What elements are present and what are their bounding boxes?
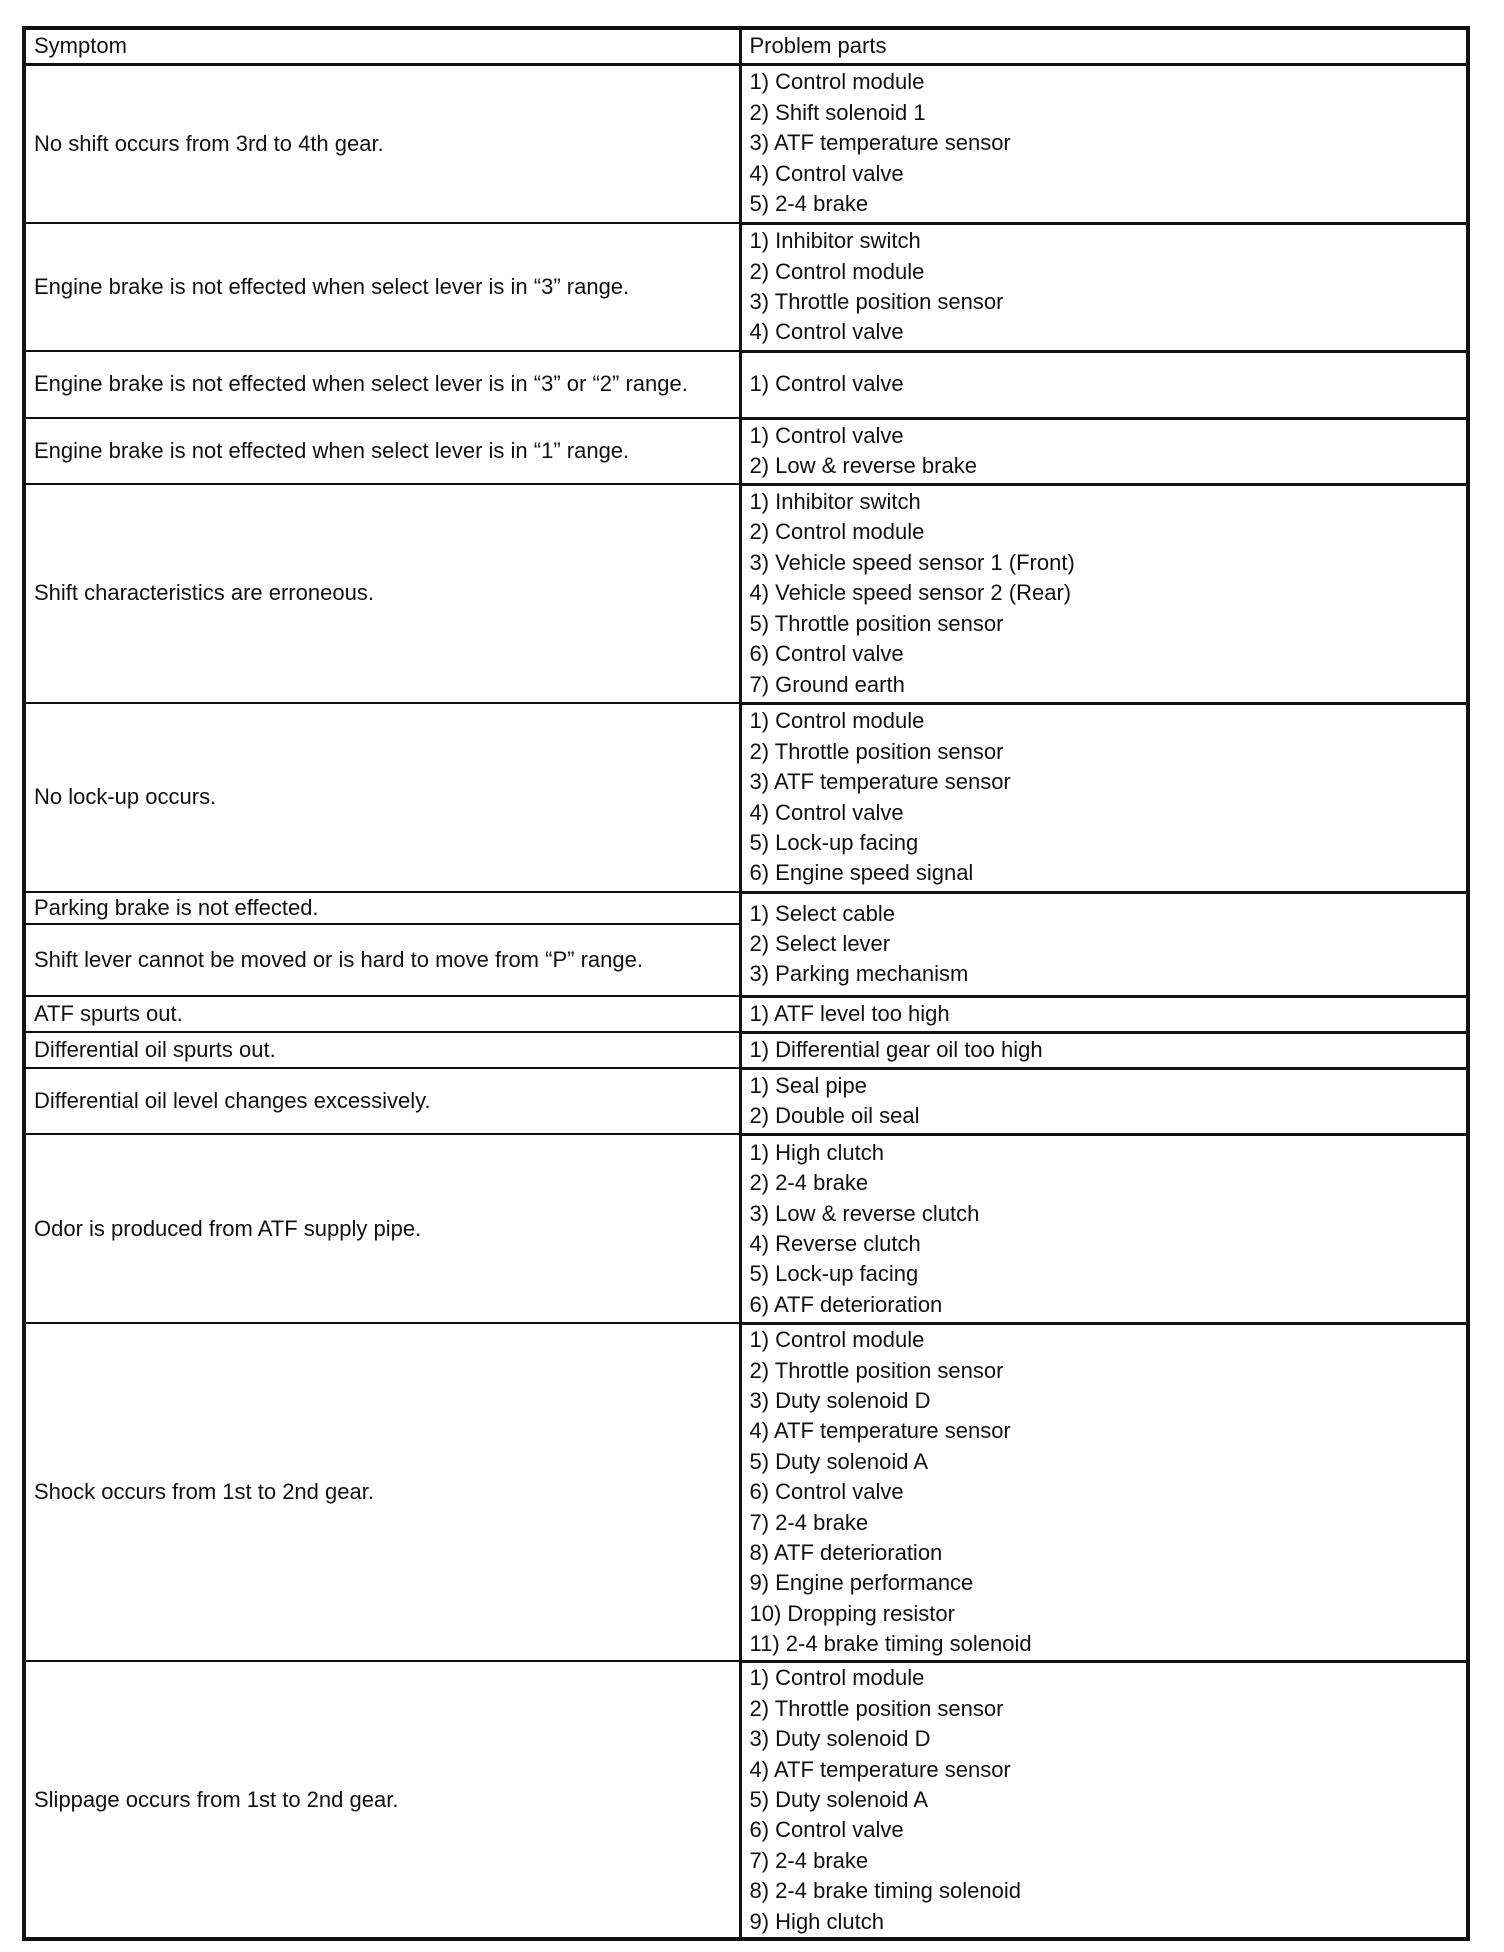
problem-part-item: 11) 2-4 brake timing solenoid	[749, 1631, 1032, 1657]
symptom-cell	[24, 996, 740, 1032]
symptom-cell	[24, 703, 740, 892]
problem-parts-cell	[740, 996, 1468, 1032]
symptom-cell	[24, 351, 740, 418]
problem-parts-cell	[740, 1134, 1468, 1323]
symptom-cell	[24, 484, 740, 703]
table-row	[24, 1068, 1468, 1134]
problem-part-item: 5) 2-4 brake	[749, 191, 869, 217]
problem-part-item: 4) Control valve	[749, 160, 904, 186]
table-row	[24, 892, 1468, 924]
problem-part-item: 3) Duty solenoid D	[749, 1726, 931, 1752]
table-row	[24, 484, 1468, 703]
problem-parts-cell	[740, 1661, 1468, 1939]
problem-part-item: 2) Control module	[749, 519, 925, 545]
problem-part-item: 6) Control valve	[749, 641, 904, 667]
problem-part-item: 3) Throttle position sensor	[749, 289, 1004, 314]
symptom-text: Odor is produced from ATF supply pipe.	[34, 1215, 422, 1241]
symptom-cell	[24, 1134, 740, 1323]
problem-parts-cell	[740, 351, 1468, 418]
problem-parts-cell	[740, 418, 1468, 484]
symptom-cell	[24, 1032, 740, 1068]
symptom-cell	[24, 418, 740, 484]
symptom-text: ATF spurts out.	[34, 1001, 183, 1027]
problem-parts-cell	[740, 892, 1468, 996]
problem-part-item: 3) Duty solenoid D	[749, 1387, 931, 1413]
symptom-text: Shift lever cannot be moved or is hard to move from “P” range.	[34, 947, 643, 973]
problem-part-item: 7) 2-4 brake	[749, 1509, 869, 1535]
table-body	[24, 28, 1468, 1939]
symptom-text: No shift occurs from 3rd to 4th gear.	[34, 130, 384, 156]
problem-part-item: 1) Control valve	[749, 422, 904, 448]
problem-part-item: 5) Lock-up facing	[749, 829, 919, 855]
problem-part-item: 8) ATF deterioration	[749, 1540, 943, 1566]
problem-part-item: 1) Control module	[749, 1665, 925, 1691]
symptom-cell	[24, 64, 740, 223]
symptom-text: Engine brake is not effected when select lever is in “1” range.	[34, 437, 630, 463]
symptom-text: Engine brake is not effected when select lever is in “3” or “2” range.	[34, 371, 688, 397]
problem-part-item: 4) Reverse clutch	[749, 1230, 921, 1256]
symptom-cell	[24, 924, 740, 996]
table-row	[24, 418, 1468, 484]
table-row	[24, 64, 1468, 223]
problem-part-item: 2) Select lever	[749, 931, 891, 956]
problem-part-item: 2) Control module	[749, 258, 925, 284]
symptom-text: Parking brake is not effected.	[34, 895, 319, 920]
problem-part-item: 1) Control module	[749, 1327, 925, 1353]
problem-part-item: 2) Double oil seal	[749, 1103, 920, 1129]
problem-part-item: 1) Inhibitor switch	[749, 489, 921, 515]
table-row	[24, 1134, 1468, 1323]
table-row	[24, 996, 1468, 1032]
table-row	[24, 1661, 1468, 1939]
problem-part-item: 5) Lock-up facing	[749, 1261, 919, 1287]
symptom-cell	[24, 892, 740, 924]
symptom-text: Shock occurs from 1st to 2nd gear.	[34, 1479, 374, 1505]
header-problem-parts: Problem parts	[740, 28, 1468, 64]
problem-part-item: 4) ATF temperature sensor	[749, 1756, 1011, 1782]
table-row	[24, 351, 1468, 418]
problem-part-item: 1) Seal pipe	[749, 1073, 867, 1098]
problem-part-item: 9) High clutch	[749, 1908, 885, 1934]
problem-part-item: 1) Select cable	[749, 900, 896, 926]
symptom-cell	[24, 1068, 740, 1134]
problem-part-item: 1) Control valve	[749, 371, 904, 397]
problem-parts-cell	[740, 64, 1468, 223]
problem-parts-cell	[740, 1032, 1468, 1068]
table-row	[24, 223, 1468, 351]
symptom-cell	[24, 223, 740, 351]
problem-part-item: 3) Low & reverse clutch	[749, 1200, 980, 1226]
symptom-text: Engine brake is not effected when select lever is in “3” range.	[34, 273, 630, 299]
problem-part-item: 3) Vehicle speed sensor 1 (Front)	[749, 549, 1075, 575]
problem-part-item: 2) 2-4 brake	[749, 1170, 869, 1196]
table-row	[24, 1323, 1468, 1661]
problem-part-item: 10) Dropping resistor	[749, 1600, 955, 1626]
problem-part-item: 8) 2-4 brake timing solenoid	[749, 1878, 1021, 1904]
problem-parts-cell	[740, 1068, 1468, 1134]
problem-part-item: 2) Low & reverse brake	[749, 453, 977, 478]
problem-parts-cell	[740, 484, 1468, 703]
symptom-text: Differential oil level changes excessively.	[34, 1088, 431, 1114]
problem-part-item: 3) Parking mechanism	[749, 961, 969, 987]
problem-part-item: 7) 2-4 brake	[749, 1847, 869, 1873]
problem-part-item: 5) Duty solenoid A	[749, 1786, 929, 1812]
header-row	[24, 28, 1468, 64]
problem-part-item: 5) Throttle position sensor	[749, 610, 1004, 636]
troubleshooting-table	[22, 26, 1470, 1941]
problem-part-item: 6) Engine speed signal	[749, 860, 974, 886]
symptom-text: No lock-up occurs.	[34, 784, 217, 810]
problem-part-item: 2) Throttle position sensor	[749, 738, 1004, 764]
problem-part-item: 1) Differential gear oil too high	[749, 1037, 1043, 1063]
problem-part-item: 1) Inhibitor switch	[749, 228, 921, 254]
problem-part-item: 7) Ground earth	[749, 671, 905, 697]
symptom-text: Differential oil spurts out.	[34, 1037, 276, 1063]
problem-part-item: 1) High clutch	[749, 1139, 885, 1165]
problem-parts-cell	[740, 703, 1468, 892]
problem-part-item: 2) Shift solenoid 1	[749, 99, 926, 125]
symptom-text: Slippage occurs from 1st to 2nd gear.	[34, 1786, 399, 1812]
problem-part-item: 2) Throttle position sensor	[749, 1695, 1004, 1721]
table-row	[24, 703, 1468, 892]
problem-part-item: 5) Duty solenoid A	[749, 1448, 929, 1474]
symptom-cell	[24, 1323, 740, 1661]
problem-part-item: 6) ATF deterioration	[749, 1291, 943, 1317]
problem-part-item: 4) Control valve	[749, 319, 904, 345]
problem-part-item: 1) Control module	[749, 708, 925, 734]
table-row	[24, 1032, 1468, 1068]
symptom-cell	[24, 1661, 740, 1939]
problem-part-item: 3) ATF temperature sensor	[749, 130, 1011, 156]
problem-part-item: 2) Throttle position sensor	[749, 1357, 1004, 1383]
header-symptom: Symptom	[24, 28, 740, 64]
problem-parts-cell	[740, 223, 1468, 351]
problem-part-item: 4) Control valve	[749, 799, 904, 825]
problem-part-item: 6) Control valve	[749, 1479, 904, 1505]
problem-parts-cell	[740, 1323, 1468, 1661]
problem-part-item: 3) ATF temperature sensor	[749, 769, 1011, 795]
symptom-text: Shift characteristics are erroneous.	[34, 580, 374, 606]
problem-part-item: 1) Control module	[749, 69, 925, 95]
problem-part-item: 1) ATF level too high	[749, 1001, 950, 1027]
problem-part-item: 4) ATF temperature sensor	[749, 1418, 1011, 1444]
problem-part-item: 4) Vehicle speed sensor 2 (Rear)	[749, 580, 1072, 606]
problem-part-item: 6) Control valve	[749, 1817, 904, 1843]
problem-part-item: 9) Engine performance	[749, 1570, 974, 1596]
